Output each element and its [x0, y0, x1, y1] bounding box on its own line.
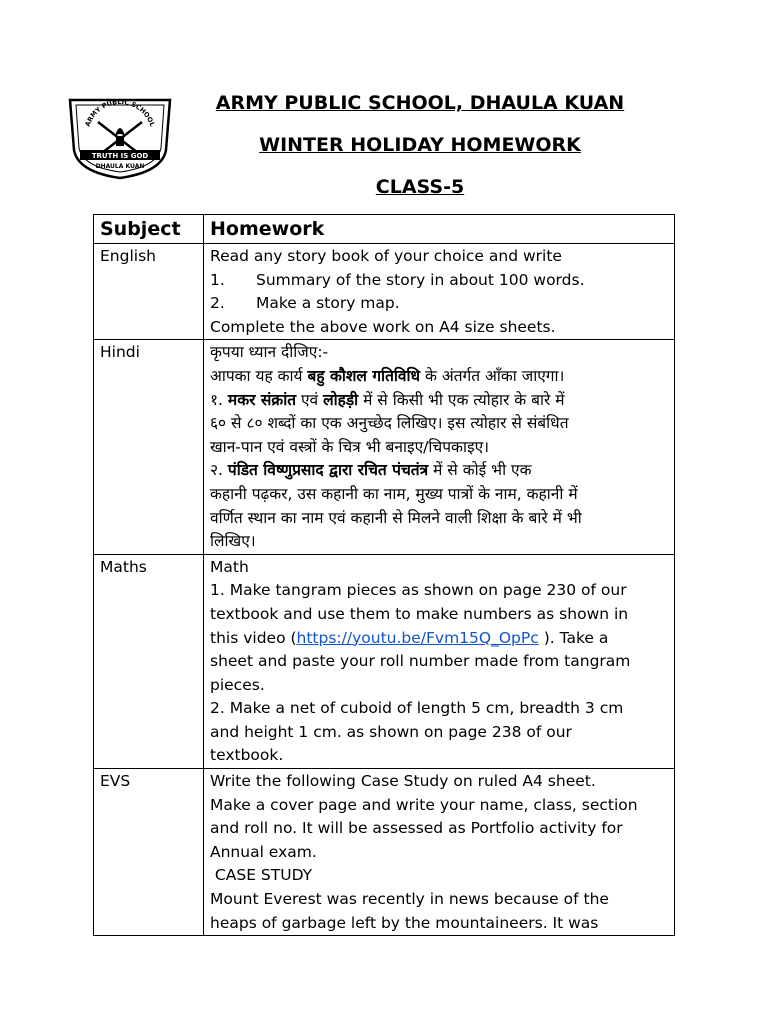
english-item-1: [210, 269, 668, 293]
hindi-line: कहानी पढ़कर, उस कहानी का नाम, मुख्य पात्रों के नाम, कहानी में: [210, 484, 578, 503]
tangram-video-link[interactable]: https://youtu.be/Fvm15Q_OpPc: [296, 628, 539, 647]
logo-motto: TRUTH IS GOD: [91, 152, 149, 160]
bold-run: बहु कौशल गतिविधि: [307, 366, 421, 385]
english-note: Complete the above work on A4 size sheets.: [210, 317, 556, 336]
text-run: एवं: [296, 390, 324, 409]
hindi-line: लिखिए।: [210, 532, 256, 551]
table-header-row: [94, 215, 675, 244]
item-number: 1.: [210, 270, 225, 289]
bold-run: मकर संक्रांत: [227, 390, 297, 409]
class-heading: CLASS-5: [375, 176, 465, 198]
text-run: में से किसी भी एक त्योहार के बारे में: [358, 390, 565, 409]
text-run: this video (: [210, 628, 297, 647]
document-title: WINTER HOLIDAY HOMEWORK: [259, 134, 581, 156]
homework-column-header: Homework: [204, 215, 675, 244]
maths-line: [210, 627, 668, 651]
homework-cell: [204, 244, 675, 340]
hindi-line: [210, 459, 668, 483]
homework-cell: [204, 554, 675, 768]
text-run: के अंतर्गत आँका जाएगा।: [420, 366, 565, 385]
hindi-line: वर्णित स्थान का नाम एवं कहानी से मिलने वाली शिक्षा के बारे में भी: [210, 508, 582, 527]
homework-cell: [204, 769, 675, 936]
text-run: १.: [210, 390, 228, 409]
item-text: Make a story map.: [256, 294, 400, 313]
maths-line: 2. Make a net of cuboid of length 5 cm, breadth 3 cm: [210, 699, 624, 718]
school-name-heading: ARMY PUBLIC SCHOOL, DHAULA KUAN: [215, 92, 625, 114]
english-item-2: [210, 292, 668, 316]
maths-line: pieces.: [210, 675, 265, 694]
table-row-english: [94, 244, 675, 340]
item-number: 2.: [210, 294, 225, 313]
evs-line: Annual exam.: [210, 842, 317, 861]
text-run: में से कोई भी एक: [428, 461, 532, 480]
subject-column-header: Subject: [94, 215, 204, 244]
table-row-evs: [94, 769, 675, 936]
subject-cell: Hindi: [94, 340, 204, 554]
case-study-heading: CASE STUDY: [210, 866, 313, 885]
subject-cell: Maths: [94, 554, 204, 768]
bold-run: पंडित विष्णुप्रसाद द्वारा रचित पंचतंत्र: [227, 461, 429, 480]
hindi-line: कृपया ध्यान दीजिए:-: [210, 343, 329, 362]
text-run: ). Take a: [538, 628, 609, 647]
text-run: २.: [210, 461, 228, 480]
homework-cell: [204, 340, 675, 554]
logo-arc-text: ARMY PUBLIC SCHOOL: [83, 97, 157, 128]
evs-line: Write the following Case Study on ruled A4 sheet.: [210, 772, 596, 791]
bold-run: लोहड़ी: [323, 390, 359, 409]
hindi-line: [210, 365, 668, 389]
subject-cell: EVS: [94, 769, 204, 936]
hindi-line: ६० से ८० शब्दों का एक अनुच्छेद लिखिए। इस त्योहार से संबंधित: [210, 414, 569, 433]
maths-line: 1. Make tangram pieces as shown on page 230 of our: [210, 581, 627, 600]
maths-line: textbook and use them to make numbers as shown in: [210, 604, 629, 623]
hindi-line: खान-पान एवं वस्त्रों के चित्र भी बनाइए/चिपकाइए।: [210, 437, 490, 456]
maths-line: Math: [210, 557, 249, 576]
logo-place: DHAULA KUAN: [95, 163, 145, 170]
english-intro: Read any story book of your choice and write: [210, 247, 562, 265]
evs-line: heaps of garbage left by the mountaineers. It was: [210, 913, 599, 932]
homework-table: [93, 214, 675, 936]
maths-line: textbook.: [210, 746, 284, 765]
evs-line: and roll no. It will be assessed as Portfolio activity for: [210, 819, 623, 838]
evs-line: Mount Everest was recently in news because of the: [210, 890, 609, 909]
text-run: आपका यह कार्य: [210, 366, 308, 385]
maths-line: sheet and paste your roll number made from tangram: [210, 652, 631, 671]
subject-cell: English: [94, 244, 204, 340]
hindi-line: [210, 389, 668, 413]
maths-line: and height 1 cm. as shown on page 238 of our: [210, 722, 572, 741]
evs-line: Make a cover page and write your name, class, section: [210, 795, 638, 814]
item-text: Summary of the story in about 100 words.: [256, 270, 585, 289]
table-row-hindi: [94, 340, 675, 554]
table-row-maths: [94, 554, 675, 768]
